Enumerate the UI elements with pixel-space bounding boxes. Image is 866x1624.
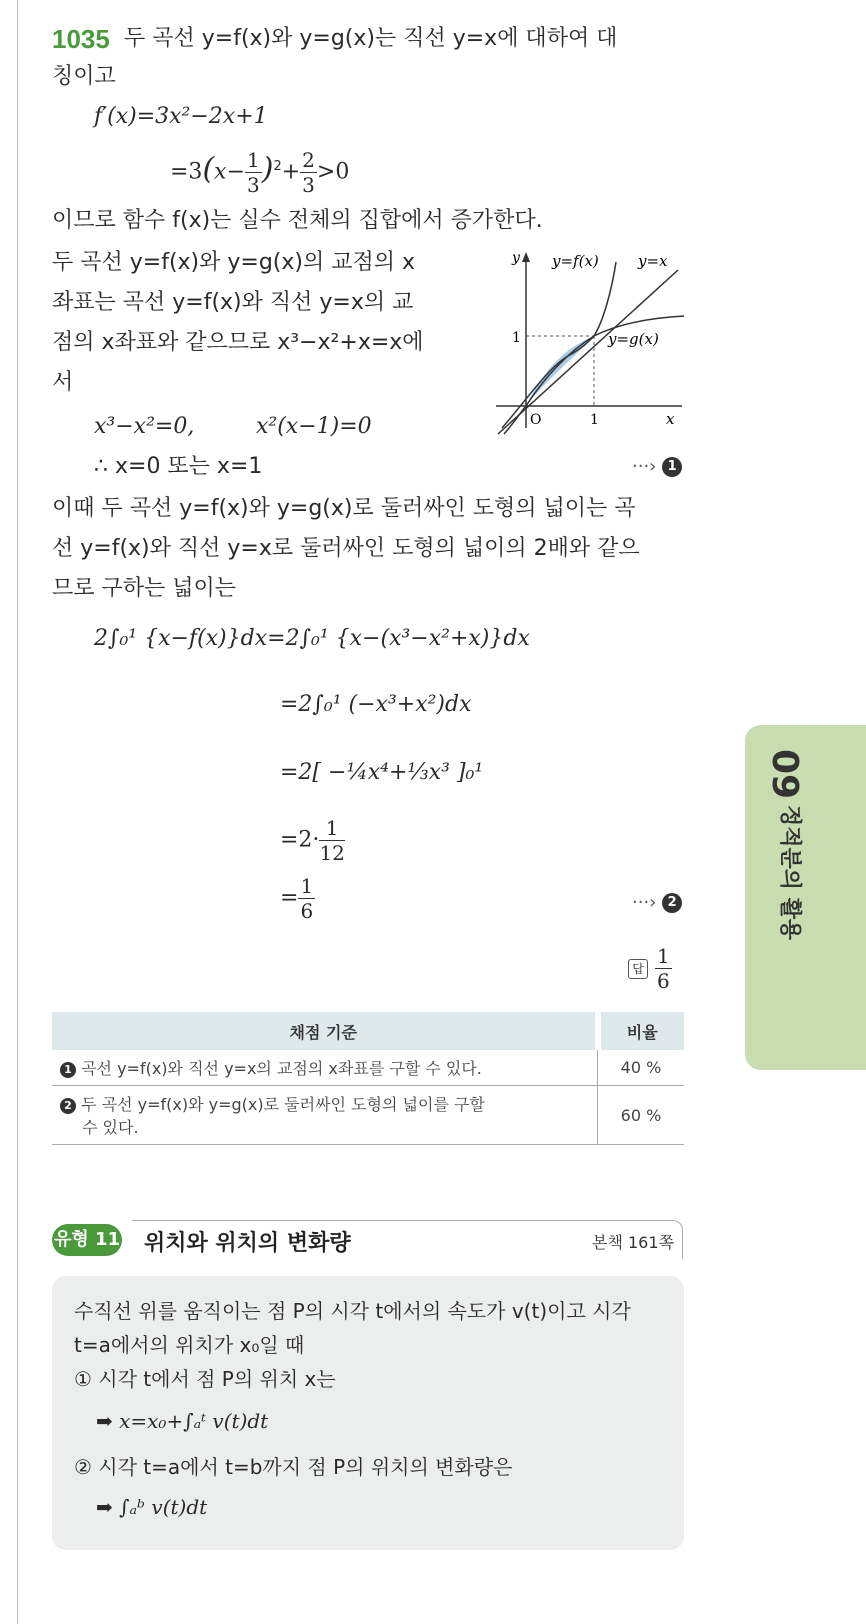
info-formula-2: ➡ ∫ₐᵇ v(t)dt: [96, 1495, 208, 1519]
derivative-line-2: =3(x− $\frac{1}{3}$ )$^2$+ $\frac{2}{3}$ >0: [170, 148, 350, 197]
tick-1x: 1: [590, 412, 599, 428]
shaded-region: [526, 336, 594, 406]
integral-line-1: 2∫₀¹ {x−f(x)}dx=2∫₀¹ {x−(x³−x²+x)}dx: [94, 626, 530, 651]
integral-line-5: = $\frac{1}{6}$: [280, 874, 314, 923]
chapter-title: 정적분의 활용: [777, 805, 802, 941]
label-gx: y=g(x): [608, 330, 659, 348]
marker-1: ···› 1: [632, 456, 682, 477]
function-graph: [488, 248, 688, 438]
intersect-line-1: 두 곡선 y=f(x)와 y=g(x)의 교점의 x: [52, 250, 415, 275]
header-ratio: 비율: [598, 1012, 685, 1050]
info-item-1: ① 시각 t에서 점 P의 위치 x는: [74, 1367, 336, 1391]
integral-line-2: =2∫₀¹ (−x³+x²)dx: [280, 692, 472, 717]
label-yx: y=x: [638, 252, 668, 270]
equation-a: x³−x²=0,: [94, 414, 195, 439]
problem-number: 1035: [52, 24, 110, 54]
area-line-1: 이때 두 곡선 y=f(x)와 y=g(x)로 둘러싸인 도형의 넓이는 곡: [52, 496, 636, 521]
answer-label: 답: [628, 959, 648, 979]
equation-c: ∴ x=0 또는 x=1: [94, 454, 263, 479]
section-reference: 본책 161쪽: [592, 1233, 674, 1252]
line-y-eq-x: [498, 270, 678, 434]
row-marker-icon: 1: [60, 1062, 76, 1078]
chapter-number: 09: [764, 749, 805, 800]
row-marker-icon: 2: [60, 1098, 76, 1114]
label-fx: y=f(x): [552, 252, 599, 270]
info-item-2: ② 시각 t=a에서 t=b까지 점 P의 위치의 변화량은: [74, 1455, 513, 1479]
table-row: 1 곡선 y=f(x)와 직선 y=x의 교점의 x좌표를 구할 수 있다. 40 %: [52, 1050, 684, 1086]
intro-line-2: 칭이고: [52, 64, 116, 89]
area-line-2: 선 y=f(x)와 직선 y=x로 둘러싸인 도형의 넓이의 2배와 같으: [52, 536, 640, 561]
info-formula-1: ➡ x=x₀+∫ₐᵗ v(t)dt: [96, 1409, 269, 1433]
intersect-line-4: 서: [52, 370, 74, 395]
chapter-side-tab: [745, 725, 866, 1070]
area-line-3: 므로 구하는 넓이는: [52, 576, 237, 601]
info-line-2: t=a에서의 위치가 x₀일 때: [74, 1333, 305, 1357]
equation-b: x²(x−1)=0: [256, 414, 372, 439]
section-header: [52, 1220, 684, 1260]
header-criteria: 채점 기준: [52, 1012, 598, 1050]
integral-line-3: =2[ −¼x⁴+⅓x³ ]₀¹: [280, 760, 484, 785]
table-row: 2 두 곡선 y=f(x)와 y=g(x)로 둘러싸인 도형의 넓이를 구할 수 있다. 60 %: [52, 1086, 684, 1145]
label-y: y: [512, 250, 520, 266]
scoring-table: [52, 1012, 684, 1145]
label-x: x: [666, 410, 675, 428]
origin-label: O: [530, 412, 542, 428]
info-line-1: 수직선 위를 움직이는 점 P의 시각 t에서의 속도가 v(t)이고 시각: [74, 1299, 631, 1323]
answer: 답 $\frac{1}{6}$: [628, 944, 672, 993]
marker-2: ···› 2: [632, 892, 682, 913]
page-margin-line: [17, 0, 18, 1624]
y-axis-arrow: [522, 252, 530, 262]
marker-1-icon: 1: [662, 457, 682, 477]
intro-line-1: 두 곡선 y=f(x)와 y=g(x)는 직선 y=x에 대하여 대: [124, 26, 618, 51]
integral-line-4: =2· $\frac{1}{12}$: [280, 816, 345, 865]
section-title: 위치와 위치의 변화량: [144, 1231, 351, 1256]
intersect-line-3: 점의 x좌표와 같으므로 x³−x²+x=x에: [52, 330, 424, 355]
tick-1y: 1: [512, 330, 521, 346]
section-badge: 유형 11: [52, 1224, 122, 1256]
info-box: [52, 1276, 684, 1550]
increase-statement: 이므로 함수 f(x)는 실수 전체의 집합에서 증가한다.: [52, 208, 543, 233]
marker-2-icon: 2: [662, 893, 682, 913]
derivative-line-1: f′(x)=3x²−2x+1: [94, 104, 268, 129]
intersect-line-2: 좌표는 곡선 y=f(x)와 직선 y=x의 교: [52, 290, 414, 315]
